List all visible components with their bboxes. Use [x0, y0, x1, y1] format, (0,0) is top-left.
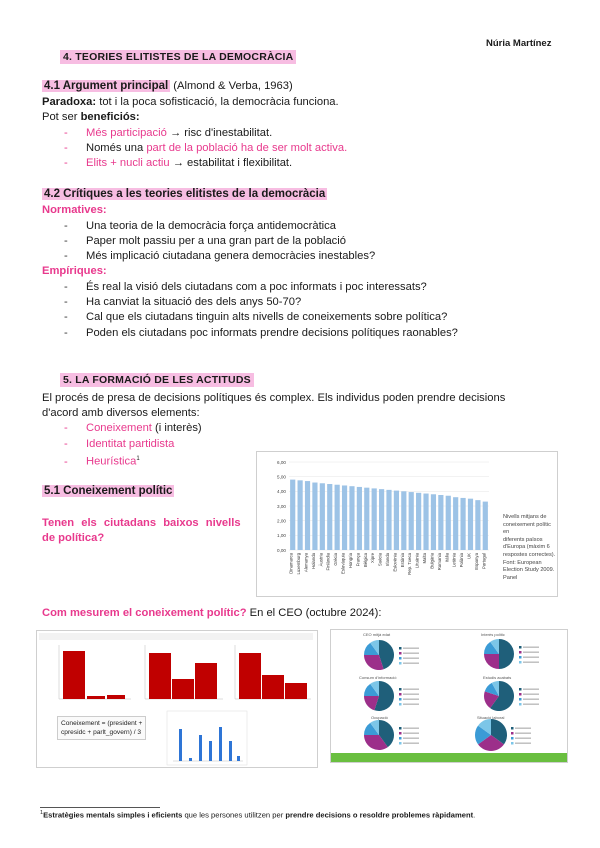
- legend-swatch: [399, 688, 402, 691]
- empirical-item: - Cal que els ciutadans tinguin alts nivells de coneixements sobre política?: [64, 311, 448, 323]
- knowledge-formula: Coneixement = (president + cpresidc + parlt_govern) / 3: [57, 716, 146, 740]
- ceo-knowledge-screenshot: [36, 630, 318, 768]
- benefit-item: - Més participació → risc d'inestabilitat.: [64, 127, 273, 139]
- x-tick-label: Polònia: [459, 553, 465, 568]
- legend-text-line: [403, 743, 419, 744]
- legend-swatch: [399, 703, 402, 706]
- legend-text-line: [403, 733, 419, 734]
- mini-histogram: [167, 711, 247, 765]
- subsection-4-2-heading: [42, 187, 327, 202]
- bar: [453, 497, 458, 550]
- x-tick-label: Grècia: [333, 553, 339, 566]
- green-footer-strip: [331, 753, 567, 762]
- hist-bar: [237, 756, 240, 761]
- ceo-mini-bar-charts: [37, 631, 317, 767]
- x-tick-label: Portugal: [481, 553, 487, 570]
- x-tick-label: Dinamarca: [288, 553, 294, 574]
- legend-text-line: [403, 648, 419, 649]
- legend-text-line: [403, 704, 419, 705]
- x-tick-label: UK: [466, 553, 472, 559]
- subsection-5-1-title: 5.1 Coneixement polític: [44, 485, 173, 497]
- legend-swatch: [519, 656, 522, 659]
- x-tick-label: Espanya: [473, 553, 479, 570]
- y-tick-label: 0,00: [277, 547, 286, 553]
- legend-swatch: [519, 693, 522, 696]
- y-tick-label: 6,00: [277, 459, 286, 465]
- legend-text-line: [523, 662, 539, 663]
- x-tick-label: Itàlia: [444, 553, 450, 563]
- hist-bar: [219, 727, 222, 761]
- x-tick-label: Eslovènia: [392, 553, 398, 572]
- x-tick-label: Bulgària: [429, 553, 435, 569]
- legend-text-line: [403, 689, 419, 690]
- legend-text-line: [515, 738, 531, 739]
- mini-bar: [262, 675, 284, 699]
- intro-line-2: d'acord amb diversos elements:: [42, 407, 200, 419]
- bar: [342, 485, 347, 550]
- mini-chart-parlt-govern: [235, 645, 311, 699]
- paradox-line: [42, 95, 339, 110]
- y-tick-label: 2,00: [277, 518, 286, 524]
- x-tick-label: Rep. Txeca: [407, 553, 413, 575]
- hist-bar: [179, 729, 182, 761]
- x-tick-label: Finlàndia: [325, 553, 331, 571]
- legend-text-line: [403, 699, 419, 700]
- legend-swatch: [519, 651, 522, 654]
- x-tick-label: França: [355, 553, 361, 567]
- bar: [416, 493, 421, 550]
- bar: [409, 492, 414, 550]
- x-tick-label: Alemanya: [303, 553, 309, 573]
- bar: [357, 487, 362, 550]
- legend-text-line: [403, 728, 419, 729]
- legend-swatch: [399, 662, 402, 665]
- footnote: $^1$Estratègies mentals simples i eficients que les persones utilitzen per prendre decisions o resoldre problemes ràpidament.: [40, 810, 476, 820]
- measure-source: En el CEO (octubre 2024):: [246, 607, 382, 619]
- legend-swatch: [399, 698, 402, 701]
- element-item: - Coneixement (i interès): [64, 422, 202, 434]
- legend-text-line: [523, 657, 539, 658]
- legend-swatch: [399, 737, 402, 740]
- legend-swatch: [519, 698, 522, 701]
- legend-text-line: [403, 694, 419, 695]
- legend-swatch: [519, 661, 522, 664]
- legend-swatch: [511, 732, 514, 735]
- bar: [320, 483, 325, 550]
- legend-text-line: [523, 699, 539, 700]
- mini-bar: [63, 651, 85, 699]
- mini-bar: [195, 663, 217, 699]
- element-item: - Heurística$^1$: [64, 455, 140, 468]
- section-4-title: 4. TEORIES ELITISTES DE LA DEMOCRÀCIA: [60, 50, 296, 64]
- x-tick-label: Letònia: [451, 553, 457, 568]
- section-5-title: 5. LA FORMACIÓ DE LES ACTITUDS: [60, 373, 254, 387]
- legend-text-line: [403, 738, 419, 739]
- bar: [401, 491, 406, 550]
- bar: [298, 480, 303, 550]
- pie-slice: [499, 639, 514, 669]
- x-tick-label: Estònia: [399, 553, 405, 568]
- normative-item: - Paper molt passiu per a una gran part de la població: [64, 235, 346, 247]
- empirical-item: - Poden els ciutadans poc informats prendre decisions polítiques raonables?: [64, 327, 458, 339]
- mini-bar: [107, 695, 125, 699]
- hist-bar: [199, 735, 202, 761]
- x-tick-label: Romania: [436, 553, 442, 571]
- legend-text-line: [523, 689, 539, 690]
- legend-swatch: [511, 727, 514, 730]
- legend-swatch: [519, 646, 522, 649]
- mini-bar: [239, 653, 261, 699]
- bar: [305, 481, 310, 550]
- pie-title: CEO mitjà edat: [363, 632, 391, 637]
- empirical-item: - Ha canviat la situació des dels anys 50-70?: [64, 296, 302, 308]
- bar: [438, 495, 443, 550]
- y-tick-label: 3,00: [277, 503, 286, 509]
- benefits-label: beneficiós:: [80, 111, 140, 123]
- legend-text-line: [515, 743, 531, 744]
- bar: [372, 488, 377, 550]
- legend-swatch: [511, 737, 514, 740]
- subsection-4-2-title: 4.2 Crítiques a les teories elitistes de la democràcia: [44, 188, 326, 200]
- benefits-line: [42, 110, 140, 125]
- benefit-item: - Només una part de la població ha de ser molt activa.: [64, 142, 348, 154]
- legend-text-line: [515, 728, 531, 729]
- bar: [460, 498, 465, 550]
- bar: [379, 489, 384, 550]
- legend-text-line: [403, 663, 419, 664]
- y-tick-label: 1,00: [277, 533, 286, 539]
- bar: [423, 494, 428, 550]
- legend-swatch: [519, 703, 522, 706]
- element-item: - Identitat partidista: [64, 438, 175, 450]
- author-name: Núria Martínez: [486, 38, 552, 49]
- paradox-text: tot i la poca sofisticació, la democràcia funciona.: [96, 96, 339, 108]
- eu-knowledge-chart: [263, 454, 495, 594]
- legend-text-line: [403, 653, 419, 654]
- bar: [327, 484, 332, 550]
- mini-bar: [285, 683, 307, 699]
- legend-swatch: [399, 657, 402, 660]
- pie-title: Ocupació: [371, 715, 388, 720]
- legend-swatch: [399, 727, 402, 730]
- legend-text-line: [523, 704, 539, 705]
- intro-line-1: El procés de presa de decisions polítiques és complex. Els individus poden prendre decisions: [42, 392, 506, 404]
- x-tick-label: Lituània: [414, 553, 420, 569]
- subsection-5-1-heading: [42, 484, 174, 499]
- legend-text-line: [523, 694, 539, 695]
- benefits-prefix: Pot ser: [42, 111, 81, 123]
- mini-bar: [87, 696, 105, 699]
- legend-swatch: [519, 688, 522, 691]
- legend-swatch: [399, 742, 402, 745]
- x-tick-label: Suècia: [377, 553, 383, 567]
- x-tick-label: Eslovàquia: [340, 553, 346, 575]
- y-tick-label: 5,00: [277, 474, 286, 480]
- x-tick-label: Luxemburg: [296, 553, 302, 575]
- mini-chart-president: [59, 645, 131, 699]
- bar: [446, 496, 451, 550]
- eu-chart-caption: Nivells mitjans de coneixement polític en diferents països d'Europa (màxim 6 respostes correctes). Font: European Election Study 2009. Panel: [503, 514, 556, 581]
- subsection-4-1-heading: [42, 79, 293, 94]
- bar: [349, 486, 354, 550]
- citation: (Almond & Verba, 1963): [170, 80, 293, 92]
- legend-swatch: [399, 652, 402, 655]
- x-tick-label: Malta: [422, 553, 428, 564]
- legend-swatch: [399, 693, 402, 696]
- normatives-label: Normatives:: [42, 204, 107, 216]
- benefit-item: - Elits + nucli actiu → estabilitat i flexibilitat.: [64, 157, 293, 169]
- x-tick-label: Irlanda: [385, 553, 390, 567]
- measure-question: Com mesurem el coneixement polític?: [42, 607, 247, 619]
- legend-swatch: [511, 742, 514, 745]
- hist-bar: [189, 758, 192, 761]
- empirical-item: - És real la visió dels ciutadans com a poc informats i poc interessats?: [64, 281, 427, 293]
- pie-title: Situació laboral: [477, 715, 505, 720]
- bar: [431, 494, 436, 550]
- y-tick-label: 4,00: [277, 489, 286, 495]
- legend-text-line: [523, 652, 539, 653]
- normative-item: - Una teoria de la democràcia força antidemocràtica: [64, 220, 336, 232]
- bar: [290, 480, 295, 550]
- bar: [394, 491, 399, 550]
- footnote-rule: [40, 807, 160, 808]
- subsection-4-1-title: 4.1 Argument principal: [44, 80, 169, 92]
- ceo-pie-charts-screenshot: [330, 629, 568, 763]
- ceo-pie-charts: [331, 630, 567, 762]
- x-tick-label: Àustria: [318, 553, 324, 567]
- empiriques-label: Empíriques:: [42, 265, 107, 277]
- measure-line: [42, 606, 382, 621]
- x-tick-label: Hongria: [347, 553, 353, 569]
- x-tick-label: Xipre: [370, 553, 376, 564]
- x-tick-label: Holanda: [310, 553, 316, 570]
- legend-text-line: [523, 647, 539, 648]
- normative-item: - Més implicació ciutadana genera democràcies inestables?: [64, 250, 376, 262]
- pie-slice: [484, 654, 499, 669]
- pie-title: Interès polític: [481, 632, 505, 637]
- question-line-1: Tenen els ciutadans baixos nivells: [42, 517, 241, 529]
- eu-knowledge-figure: [256, 451, 558, 597]
- bar: [364, 488, 369, 550]
- bar: [386, 490, 391, 550]
- bar: [312, 483, 317, 550]
- hist-bar: [229, 741, 232, 761]
- paradox-label: Paradoxa:: [42, 96, 97, 108]
- bar: [483, 502, 488, 550]
- legend-swatch: [399, 732, 402, 735]
- x-tick-label: Bèlgica: [362, 553, 368, 568]
- hist-bar: [209, 741, 212, 761]
- mini-chart-cpresidc: [145, 645, 223, 699]
- pie-title: Consum d'informació: [359, 675, 397, 680]
- bar: [475, 500, 480, 550]
- legend-swatch: [399, 647, 402, 650]
- mini-bar: [172, 679, 194, 699]
- bar: [335, 485, 340, 550]
- question-line-2: de política?: [42, 532, 105, 544]
- mini-bar: [149, 653, 171, 699]
- bar: [468, 499, 473, 550]
- legend-text-line: [403, 658, 419, 659]
- pie-title: Estudis acabats: [483, 675, 512, 680]
- legend-text-line: [515, 733, 531, 734]
